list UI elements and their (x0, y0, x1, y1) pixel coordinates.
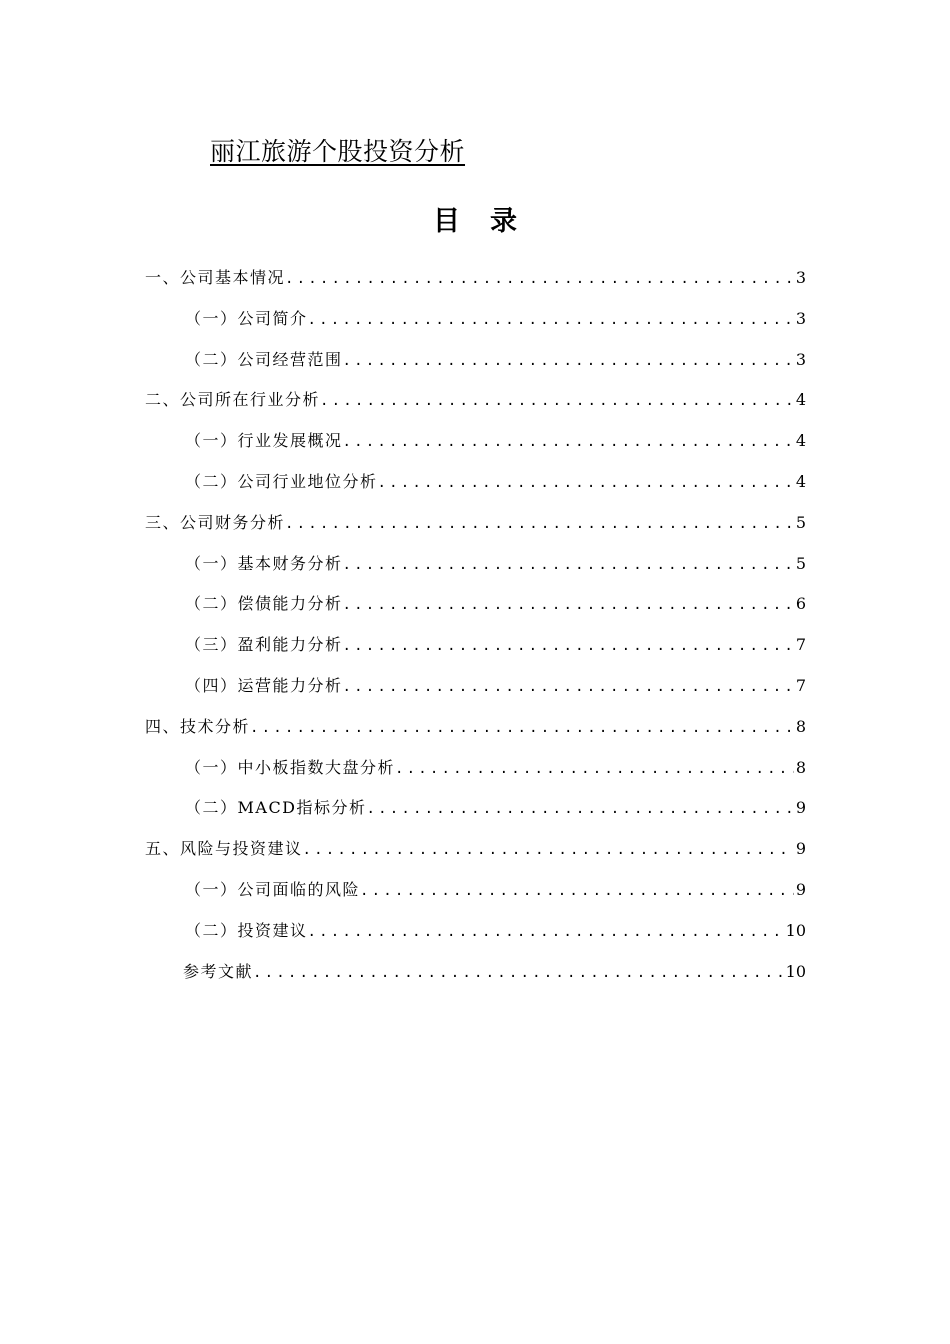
toc-entry-label: 四、技术分析 (145, 716, 251, 736)
toc-dot-leader (303, 830, 794, 871)
toc-dot-leader (285, 259, 794, 300)
toc-entry-label: （四）运营能力分析 (185, 675, 343, 695)
toc-entry-page: 5 (795, 512, 806, 532)
toc-dot-leader (253, 953, 784, 994)
toc-dot-leader (367, 789, 794, 830)
toc-entry-label: 二、公司所在行业分析 (145, 390, 321, 410)
toc-entry-label: （三）盈利能力分析 (185, 635, 343, 655)
toc-entry[interactable] (0, 462, 950, 503)
toc-entry[interactable] (0, 584, 950, 625)
toc-entry-page: 10 (785, 961, 806, 981)
toc-entry[interactable] (0, 788, 950, 829)
toc-entry-label: （一）公司面临的风险 (185, 879, 361, 899)
toc-entry-label: （一）行业发展概况 (185, 431, 343, 451)
toc-dot-leader (343, 341, 794, 382)
toc-dot-leader (308, 300, 794, 341)
toc-entry-label: 三、公司财务分析 (145, 512, 286, 532)
toc-dot-leader (320, 381, 794, 422)
toc-entry-page: 9 (795, 839, 806, 859)
toc-dot-leader (250, 708, 794, 749)
toc-entry-label: （二）投资建议 (185, 920, 308, 940)
toc-entry-label: （二）公司行业地位分析 (185, 471, 378, 491)
toc-entry[interactable] (0, 299, 950, 340)
toc-entry[interactable] (0, 258, 950, 299)
toc-dot-leader (285, 504, 794, 545)
toc-entry[interactable] (0, 666, 950, 707)
toc-entry[interactable] (0, 911, 950, 952)
toc-entry[interactable] (0, 503, 950, 544)
toc-entry[interactable] (0, 340, 950, 381)
toc-entry-label: （一）基本财务分析 (185, 553, 343, 573)
toc-entry[interactable] (0, 748, 950, 789)
toc-entry-label: 一、公司基本情况 (145, 268, 286, 287)
toc-entry[interactable] (0, 870, 950, 911)
table-of-contents (0, 258, 950, 992)
toc-dot-leader (308, 912, 784, 953)
toc-entry-page: 4 (795, 390, 806, 410)
toc-entry-page: 6 (795, 594, 806, 614)
toc-entry-page: 10 (785, 920, 806, 940)
toc-dot-leader (395, 749, 794, 790)
toc-dot-leader (343, 422, 794, 463)
toc-entry-page: 7 (795, 675, 806, 695)
toc-entry[interactable] (0, 380, 950, 421)
toc-entry-page: 4 (795, 471, 806, 491)
toc-entry-label: 五、风险与投资建议 (145, 839, 303, 859)
toc-dot-leader (343, 667, 794, 708)
toc-dot-leader (343, 545, 794, 586)
toc-heading: 目录 (433, 206, 547, 237)
toc-entry[interactable] (0, 952, 950, 993)
toc-entry[interactable] (0, 829, 950, 870)
toc-dot-leader (343, 585, 794, 626)
toc-entry-label: 参考文献 (183, 961, 254, 981)
toc-entry-label: （一）公司简介 (185, 308, 308, 328)
toc-entry[interactable] (0, 707, 950, 748)
toc-entry[interactable] (0, 625, 950, 666)
toc-dot-leader (378, 463, 794, 504)
toc-entry-page: 4 (795, 431, 806, 451)
toc-entry-label: （二）偿债能力分析 (185, 594, 343, 614)
toc-entry-label: （二）MACD指标分析 (185, 798, 367, 818)
toc-entry-label: （二）公司经营范围 (185, 349, 343, 369)
toc-dot-leader (343, 626, 794, 667)
toc-entry-page: 8 (795, 716, 806, 736)
toc-entry-page: 8 (795, 757, 806, 777)
toc-entry-label: （一）中小板指数大盘分析 (185, 757, 396, 777)
toc-entry-page: 3 (795, 268, 806, 287)
toc-entry[interactable] (0, 544, 950, 585)
document-title: 丽江旅游个股投资分析 (210, 137, 466, 166)
toc-entry-page: 9 (795, 879, 806, 899)
toc-entry[interactable] (0, 421, 950, 462)
toc-entry-page: 3 (795, 308, 806, 328)
toc-entry-page: 7 (795, 635, 806, 655)
toc-entry-page: 5 (795, 553, 806, 573)
toc-entry-page: 9 (795, 798, 806, 818)
toc-dot-leader (360, 871, 794, 912)
toc-entry-page: 3 (795, 349, 806, 369)
